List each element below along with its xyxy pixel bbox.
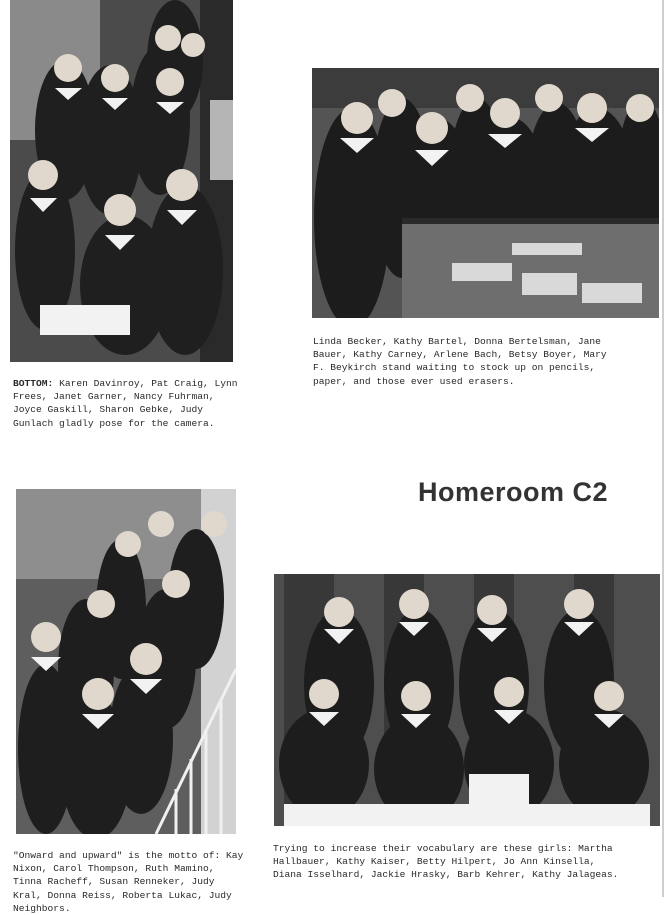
photo-group-bottom-right xyxy=(274,574,660,826)
photo-stairs-bottom-left xyxy=(16,489,236,834)
caption-text: Linda Becker, Kathy Bartel, Donna Bertelsman, Jane Bauer, Kathy Carney, Arlene Bach, Betsy Boyer, Mary F. Beykirch stand waiting to stock up on pencils, paper, and those ever used erasers. xyxy=(313,336,607,387)
caption-top-right xyxy=(313,335,623,388)
caption-lead: BOTTOM: xyxy=(13,378,54,389)
caption-top-left xyxy=(13,377,243,430)
caption-text: Trying to increase their vocabulary are these girls: Martha Hallbauer, Kathy Kaiser, Betty Hilpert, Jo Ann Kinsella, Diana Isselhard, Jackie Hrasky, Barb Kehrer, Kathy Jalageas. xyxy=(273,843,619,881)
page-edge-line xyxy=(662,0,664,897)
page-heading: Homeroom C2 xyxy=(418,477,609,507)
caption-text: Karen Davinroy, Pat Craig, Lynn Frees, Janet Garner, Nancy Fuhrman, Joyce Gaskill, Sharon Gebke, Judy Gunlach gladly pose for the camera. xyxy=(13,378,238,429)
caption-bottom-right xyxy=(273,842,623,882)
photo-display-case-top-right xyxy=(312,68,659,318)
photo-stairs-top-left xyxy=(10,0,233,362)
caption-text: "Onward and upward" is the motto of: Kay Nixon, Carol Thompson, Ruth Mamino, Tinna Racheff, Susan Renneker, Judy Kral, Donna Reiss, Roberta Lukac, Judy Neighbors. xyxy=(13,850,244,914)
caption-bottom-left xyxy=(13,849,245,915)
